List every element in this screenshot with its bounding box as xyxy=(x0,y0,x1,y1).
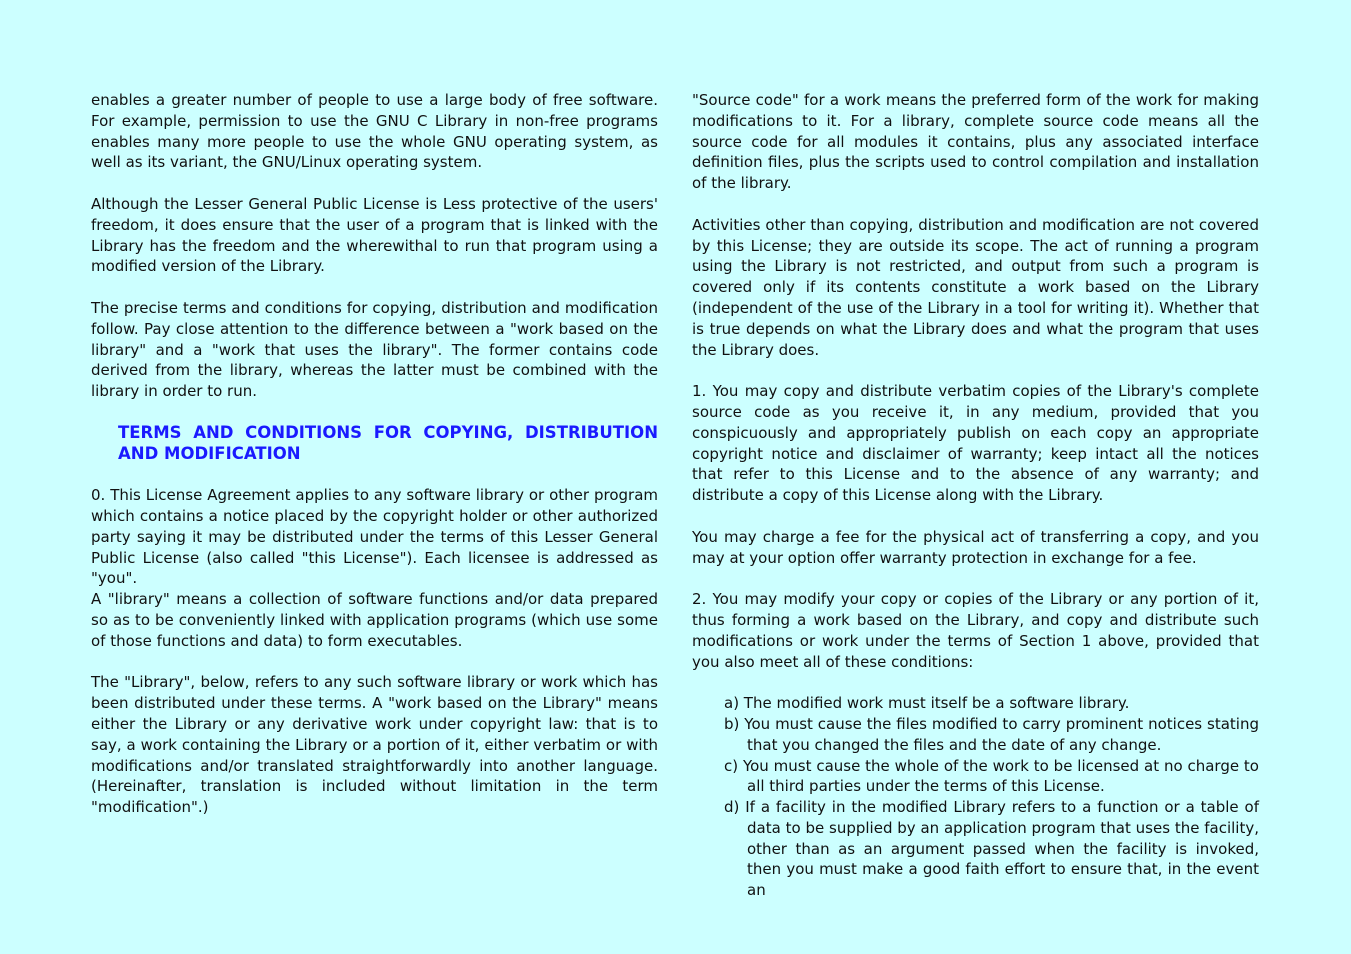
paragraph-fee: You may charge a fee for the physical act of transferring a copy, and you may at your option offer warranty protection in exchange for a fee. xyxy=(692,527,1259,567)
paragraph-library-definition: A "library" means a collection of software functions and/or data prepared so as to be conveniently linked with application programs (which use some of those functions and data) to form executables. xyxy=(91,590,658,650)
list-item: b) You must cause the files modified to carry prominent notices stating that you changed the files and the date of any change. xyxy=(724,714,1259,754)
paragraph-section-0: 0. This License Agreement applies to any software library or other program which contains a notice placed by the copyright holder or other authorized party saying it may be distributed under the terms of this Lesser General Public License (also called "this License"). Each licensee is addressed as "you". xyxy=(91,486,658,588)
list-item: c) You must cause the whole of the work to be licensed at no charge to all third parties under the terms of this License. xyxy=(724,756,1259,796)
paragraph-library-below: The "Library", below, refers to any such software library or work which has been distributed under these terms. A "work based on the Library" means either the Library or any derivative work under copyright law: that is to say, a work containing the Library or a portion of it, either verbatim or with modifications and/or translated straightforwardly into another language. (Hereinafter, translation is included without limitation in the term "modification".) xyxy=(91,673,658,817)
paragraph-precise-terms: The precise terms and conditions for copying, distribution and modification follow. Pay close attention to the difference between a "work based on the library" and a "work that uses the library". The former contains code derived from the library, whereas the latter must be combined with the library in order to run. xyxy=(91,298,658,401)
paragraph-free-software: enables a greater number of people to use a large body of free software. For example, permission to use the GNU C Library in non-free programs enables many more people to use the whole GNU operating system, as well as its variant, the GNU/Linux operating system. xyxy=(91,91,658,172)
right-column xyxy=(692,90,1259,901)
paragraph-activities: Activities other than copying, distribution and modification are not covered by this License; they are outside its scope. The act of running a program using the Library is not restricted, and output from such a program is covered only if its contents constitute a work based on the Library (independent of the use of the Library in a tool for writing it). Whether that is true depends on what the Library does and what the program that uses the Library does. xyxy=(692,215,1259,359)
paragraph-section-1: 1. You may copy and distribute verbatim copies of the Library's complete source code as you receive it, in any medium, provided that you conspicuously and appropriately publish on each copy an appropriate copyright notice and disclaimer of warranty; keep intact all the notices that refer to this License and to the absence of any warranty; and distribute a copy of this License along with the Library. xyxy=(692,382,1259,505)
list-item: d) If a facility in the modified Library refers to a function or a table of data to be supplied by an application program that uses the facility, other than as an argument passed when the facility is invoked, then you must make a good faith effort to ensure that, in the event an xyxy=(724,798,1259,900)
section-heading: TERMS AND CONDITIONS FOR COPYING, DISTRIBUTION AND MODIFICATION xyxy=(118,422,658,463)
paragraph-lesser-protective: Although the Lesser General Public License is Less protective of the users' freedom, it does ensure that the user of a program that is linked with the Library has the freedom and the wherewithal to run that program using a modified version of the Library. xyxy=(91,194,658,276)
list-item: a) The modified work must itself be a software library. xyxy=(724,694,1130,713)
conditions-list xyxy=(692,693,1259,901)
left-column xyxy=(91,90,658,839)
paragraph-section-2: 2. You may modify your copy or copies of the Library or any portion of it, thus forming a work based on the Library, and copy and distribute such modifications or work under the terms of Section 1 above, provided that you also meet all of these conditions: xyxy=(692,590,1259,671)
paragraph-source-code: "Source code" for a work means the preferred form of the work for making modifications to it. For a library, complete source code means all the source code for all modules it contains, plus any associated interface definition files, plus the scripts used to control compilation and installation of the library. xyxy=(692,91,1259,193)
